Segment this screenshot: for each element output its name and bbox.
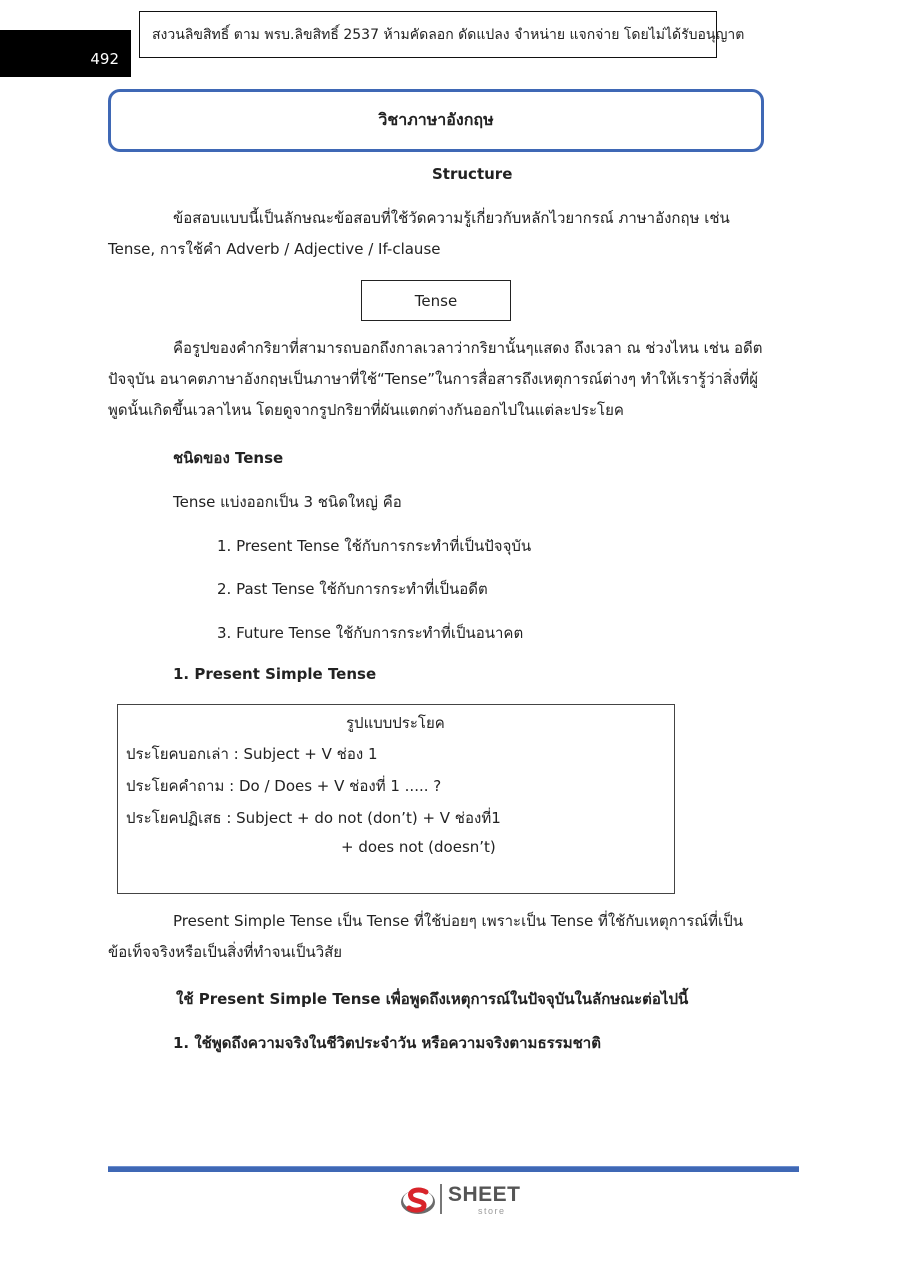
subject-title-box [108,89,764,152]
usage-point-1: 1. ใช้พูดถึงความจริงในชีวิตประจำวัน หรือความจริงตามธรรมชาติ [173,1034,601,1052]
tense-label: Tense [414,291,458,310]
subject-title: วิชาภาษาอังกฤษ [378,110,494,129]
pattern-negative-cont: + does not (doesn’t) [341,838,496,856]
pattern-title: รูปแบบประโยค [346,714,445,732]
intro-line-1: ข้อสอบแบบนี้เป็นลักษณะข้อสอบที่ใช้วัดความรู้เกี่ยวกับหลักไวยากรณ์ ภาษาอังกฤษ เช่น [173,209,730,227]
logo-brand: SHEET [448,1183,521,1206]
types-heading: ชนิดของ Tense [173,449,284,467]
definition-line-1: คือรูปของคำกริยาที่สามารถบอกถึงกาลเวลาว่ากริยานั้นๆแสดง ถึงเวลา ณ ช่วงไหน เช่น อดีต [173,339,763,357]
sentence-pattern-box [117,704,675,894]
usage-paragraph [108,906,768,968]
usage-line-1: Present Simple Tense เป็น Tense ที่ใช้บ่อยๆ เพราะเป็น Tense ที่ใช้กับเหตุการณ์ที่เป็น [173,912,743,930]
present-simple-heading: 1. Present Simple Tense [173,665,377,683]
intro-paragraph [108,203,768,265]
types-intro: Tense แบ่งออกเป็น 3 ชนิดใหญ่ คือ [173,493,402,511]
pattern-affirmative: ประโยคบอกเล่า : Subject + V ช่อง 1 [126,745,378,763]
pattern-negative: ประโยคปฏิเสธ : Subject + do not (don’t) + V ช่องที่1 [126,809,501,827]
definition-line-3: พูดนั้นเกิดขึ้นเวลาไหน โดยดูจากรูปกริยาที่ผันแตกต่างกันออกไปในแต่ละประโยค [108,401,624,419]
tense-label-box [361,280,511,321]
copyright-notice: สงวนลิขสิทธิ์ ตาม พรบ.ลิขสิทธิ์ 2537 ห้ามคัดลอก ดัดแปลง จำหน่าย แจกจ่าย โดยไม่ได้รับอนุญาต [139,11,717,58]
usage-line-2: ข้อเท็จจริงหรือเป็นสิ่งที่ทำจนเป็นวิสัย [108,943,343,961]
intro-line-2: Tense, การใช้คำ Adverb / Adjective / If-clause [108,240,441,258]
footer-rule [108,1166,799,1172]
pattern-question: ประโยคคำถาม : Do / Does + V ช่องที่ 1 ..... ? [126,777,442,795]
page-number: 492 [0,30,131,77]
type-item-present: 1. Present Tense ใช้กับการกระทำที่เป็นปัจจุบัน [217,537,532,555]
sheet-store-logo [398,1180,528,1220]
definition-line-2: ปัจจุบัน อนาคตภาษาอังกฤษเป็นภาษาที่ใช้“Tense”ในการสื่อสารถึงเหตุการณ์ต่างๆ ทำให้เรารู้ว่าสิ่งที่ผู้ [108,370,759,388]
usage-heading: ใช้ Present Simple Tense เพื่อพูดถึงเหตุการณ์ในปัจจุบันในลักษณะต่อไปนี้ [176,990,689,1008]
definition-paragraph [108,333,768,426]
type-item-future: 3. Future Tense ใช้กับการกระทำที่เป็นอนาคต [217,624,524,642]
logo-divider [440,1184,442,1214]
sheet-store-logo-icon [398,1180,438,1220]
logo-sub: store [478,1206,506,1216]
type-item-past: 2. Past Tense ใช้กับการกระทำที่เป็นอดีต [217,580,488,598]
section-title: Structure [432,165,513,183]
